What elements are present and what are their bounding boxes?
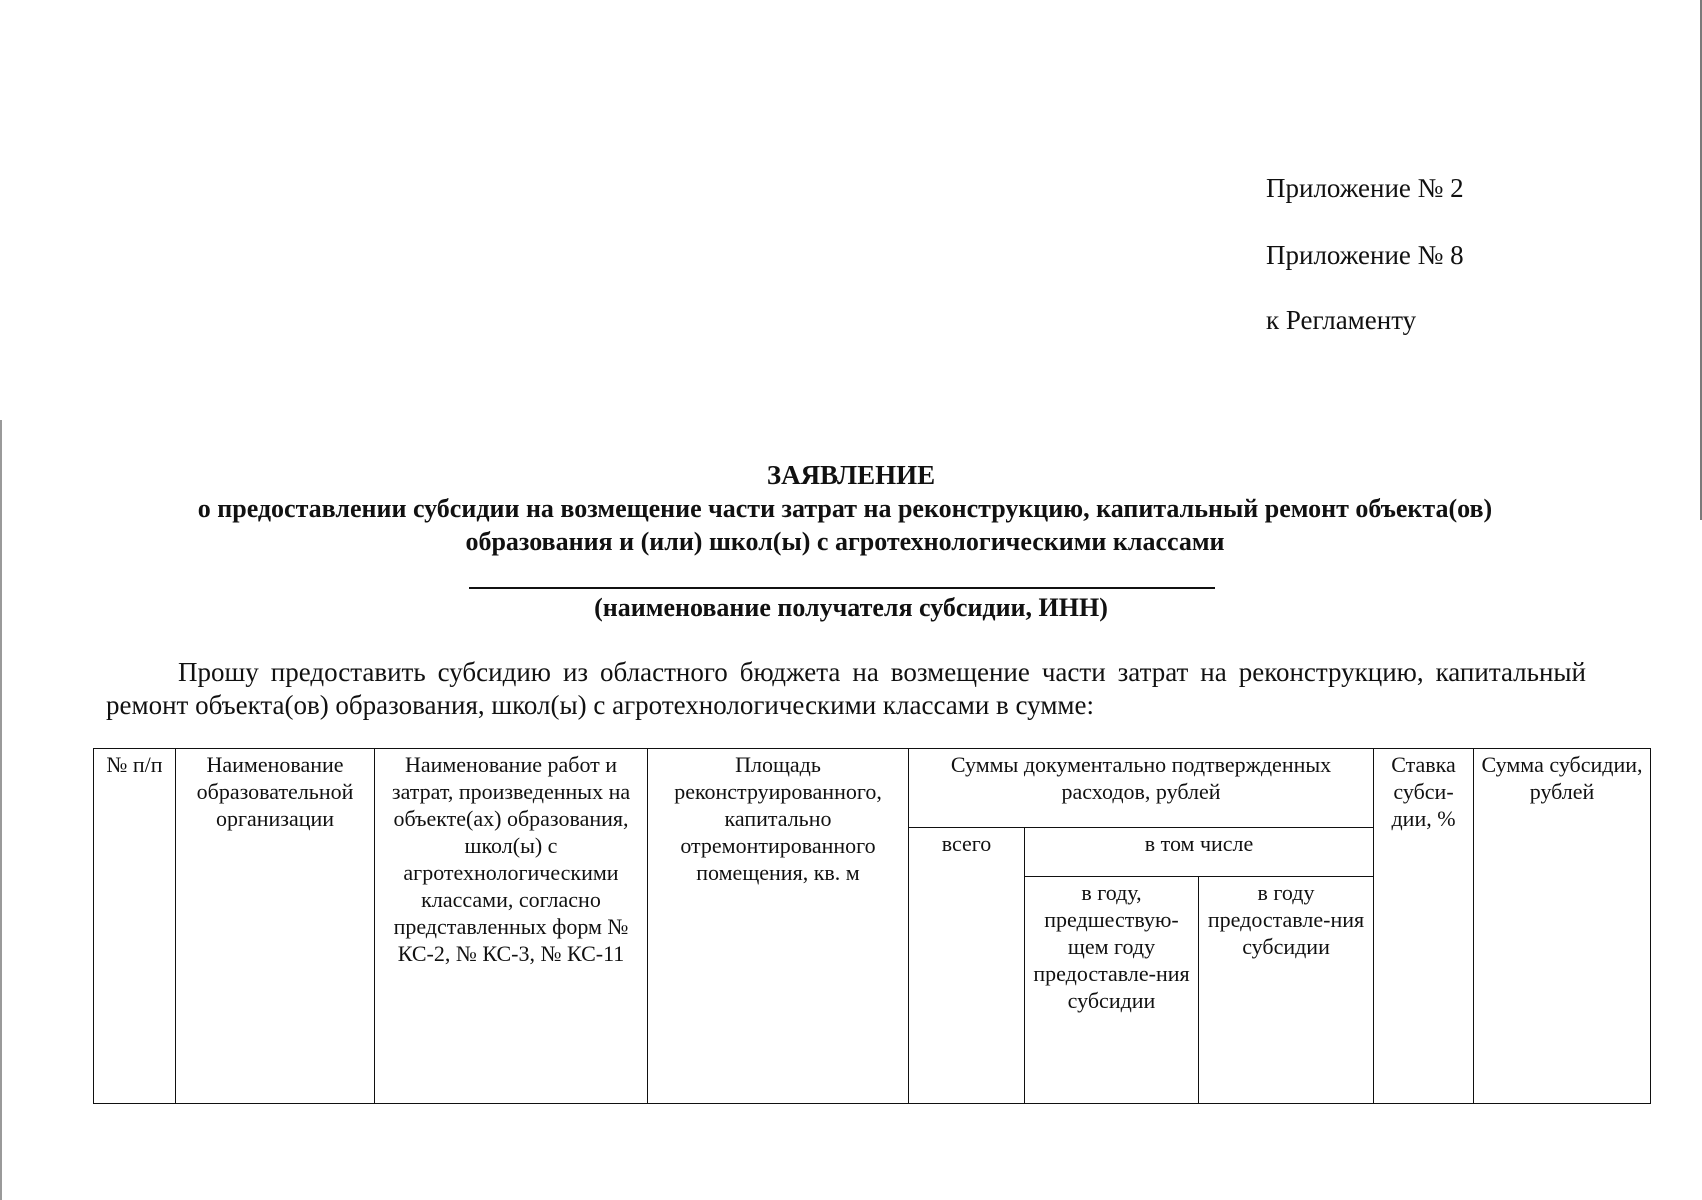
header-current-year: в году предоставле-ния субсидии [1199,877,1374,1104]
appendix-line-2: Приложение № 8 [1266,240,1464,270]
header-number: № п/п [94,749,176,1104]
header-including: в том числе [1025,828,1374,877]
header-total: всего [909,828,1025,1104]
header-prev-year: в году, предшествую-щем году предоставле-ния субсидии [1025,877,1199,1104]
appendix-line-3: к Регламенту [1266,305,1417,335]
header-subsidy-amount: Сумма субсидии, рублей [1474,749,1651,1104]
subsidy-table [93,748,1651,1104]
request-paragraph: Прошу предоставить субсидию из областного бюджета на возмещение части затрат на реконструкцию, капитальный ремонт объекта(ов) образования, школ(ы) с агротехнологическими классами в сумме: [106,657,1586,720]
header-works: Наименование работ и затрат, произведенных на объекте(ах) образования, школ(ы) с агротехнологическими классами, согласно представленных форм № КС-2, № КС-3, № КС-11 [375,749,648,1104]
appendix-line-1: Приложение № 2 [1266,173,1464,203]
recipient-caption: (наименование получателя субсидии, ИНН) [594,593,1108,622]
recipient-blank-line [469,587,1215,589]
header-rate: Ставка субси-дии, % [1374,749,1474,1104]
subsidy-table-container [93,748,1650,1103]
header-area: Площадь реконструированного, капитально отремонтированного помещения, кв. м [648,749,909,1104]
document-title: ЗАЯВЛЕНИЕ [766,460,936,490]
header-organization: Наименование образовательной организации [176,749,375,1104]
document-subtitle: о предоставлении субсидии на возмещение части затрат на реконструкцию, капитальный ремонт объекта(ов) образования и (или) школ(ы) с агротехнологическими классами [197,494,1493,556]
scan-edge-left [0,420,2,1200]
header-expenses: Суммы документально подтвержденных расходов, рублей [909,749,1374,828]
